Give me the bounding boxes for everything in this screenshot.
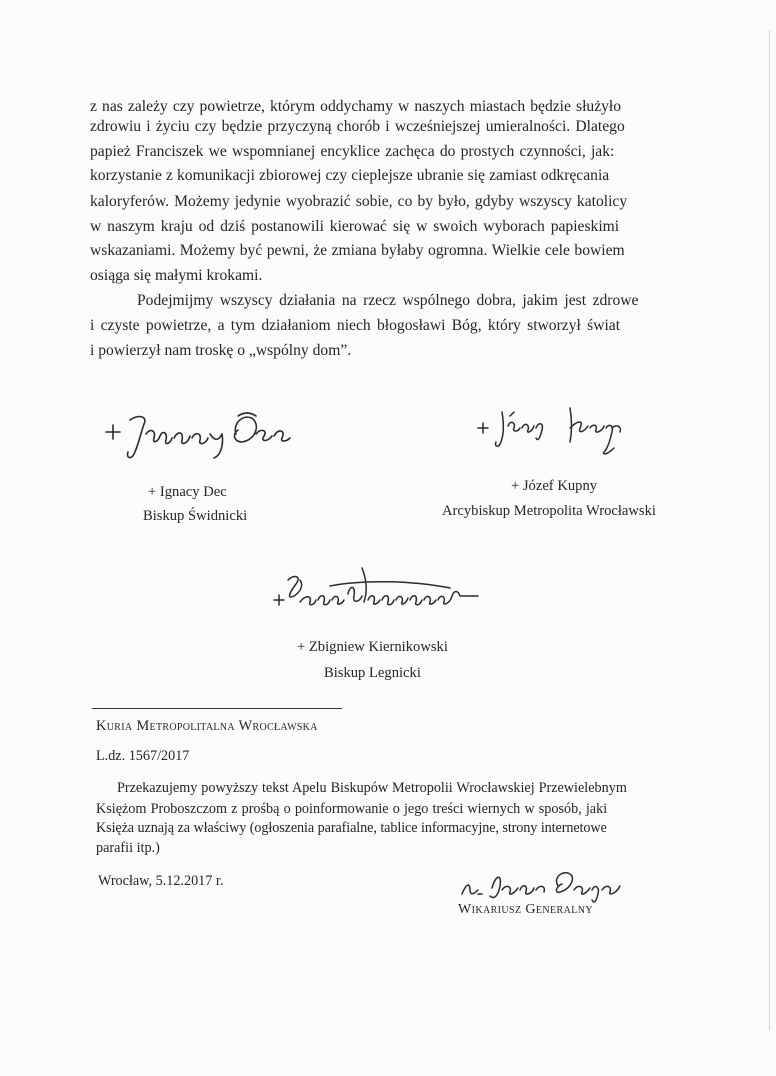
body-line: i czyste powietrze, a tym działaniom niech błogosławi Bóg, który stworzył świat: [90, 317, 621, 334]
body-line: osiąga się małymi krokami.: [90, 267, 263, 284]
signatory-name: + Józef Kupny: [511, 478, 598, 494]
note-line: parafii itp.): [96, 840, 160, 856]
body-line: kaloryferów. Możemy jedynie wyobrazić sobie, co by było, gdyby wszyscy katolicy: [90, 193, 628, 210]
reference-number: L.dz. 1567/2017: [96, 748, 190, 764]
note-line: Przekazujemy powyższy tekst Apelu Biskupów Metropolii Wrocławskiej Przewielebnym: [117, 780, 627, 796]
body-line: zdrowiu i życiu czy będzie przyczyną chorób i wcześniejszej umieralności. Dlatego: [90, 118, 625, 135]
section-divider: [92, 708, 342, 709]
body-line: korzystanie z komunikacji zbiorowej czy cieplejsze ubranie się zamiast odkręcania: [90, 167, 610, 184]
signature-vicar-general: [456, 860, 626, 904]
curia-name: Kuria Metropolitalna Wrocławska: [96, 718, 318, 734]
body-line: Podejmijmy wszyscy działania na rzecz wspólnego dobra, jakim jest zdrowe: [137, 292, 639, 309]
signatory-title: Arcybiskup Metropolita Wrocławski: [442, 503, 656, 519]
signatory-title: Biskup Świdnicki: [143, 508, 248, 524]
signature-ignacy-dec: [98, 394, 298, 464]
issue-date: Wrocław, 5.12.2017 r.: [98, 873, 224, 889]
body-line: wskazaniami. Możemy być pewni, że zmiana byłaby ogromna. Wielkie cele bowiem: [90, 242, 625, 259]
body-line: i powierzył nam troskę o „wspólny dom”.: [90, 342, 352, 359]
note-line: Księża uznają za właściwy (ogłoszenia parafialne, tablice informacyjne, strony internetowe: [96, 820, 607, 836]
body-line: w naszym kraju od dziś postanowili kierować się w swoich wyborach papieskimi: [90, 218, 620, 235]
signatory-name: + Zbigniew Kiernikowski: [297, 639, 448, 655]
body-line: papież Franciszek we wspomnianej encyklice zachęca do prostych czynności, jak:: [90, 143, 615, 160]
signer-title: Wikariusz Generalny: [458, 902, 593, 917]
signature-zbigniew-kiernikowski: [270, 556, 488, 620]
signatory-name: + Ignacy Dec: [148, 484, 227, 500]
note-line: Księżom Proboszczom z prośbą o poinformowanie o jego treści wiernych w sposób, jaki: [96, 801, 608, 817]
page-edge: [769, 30, 770, 1030]
body-line: z nas zależy czy powietrze, którym oddychamy w naszych miastach będzie służyło: [90, 98, 622, 115]
signatory-title: Biskup Legnicki: [324, 665, 421, 681]
signature-jozef-kupny: [474, 398, 644, 460]
